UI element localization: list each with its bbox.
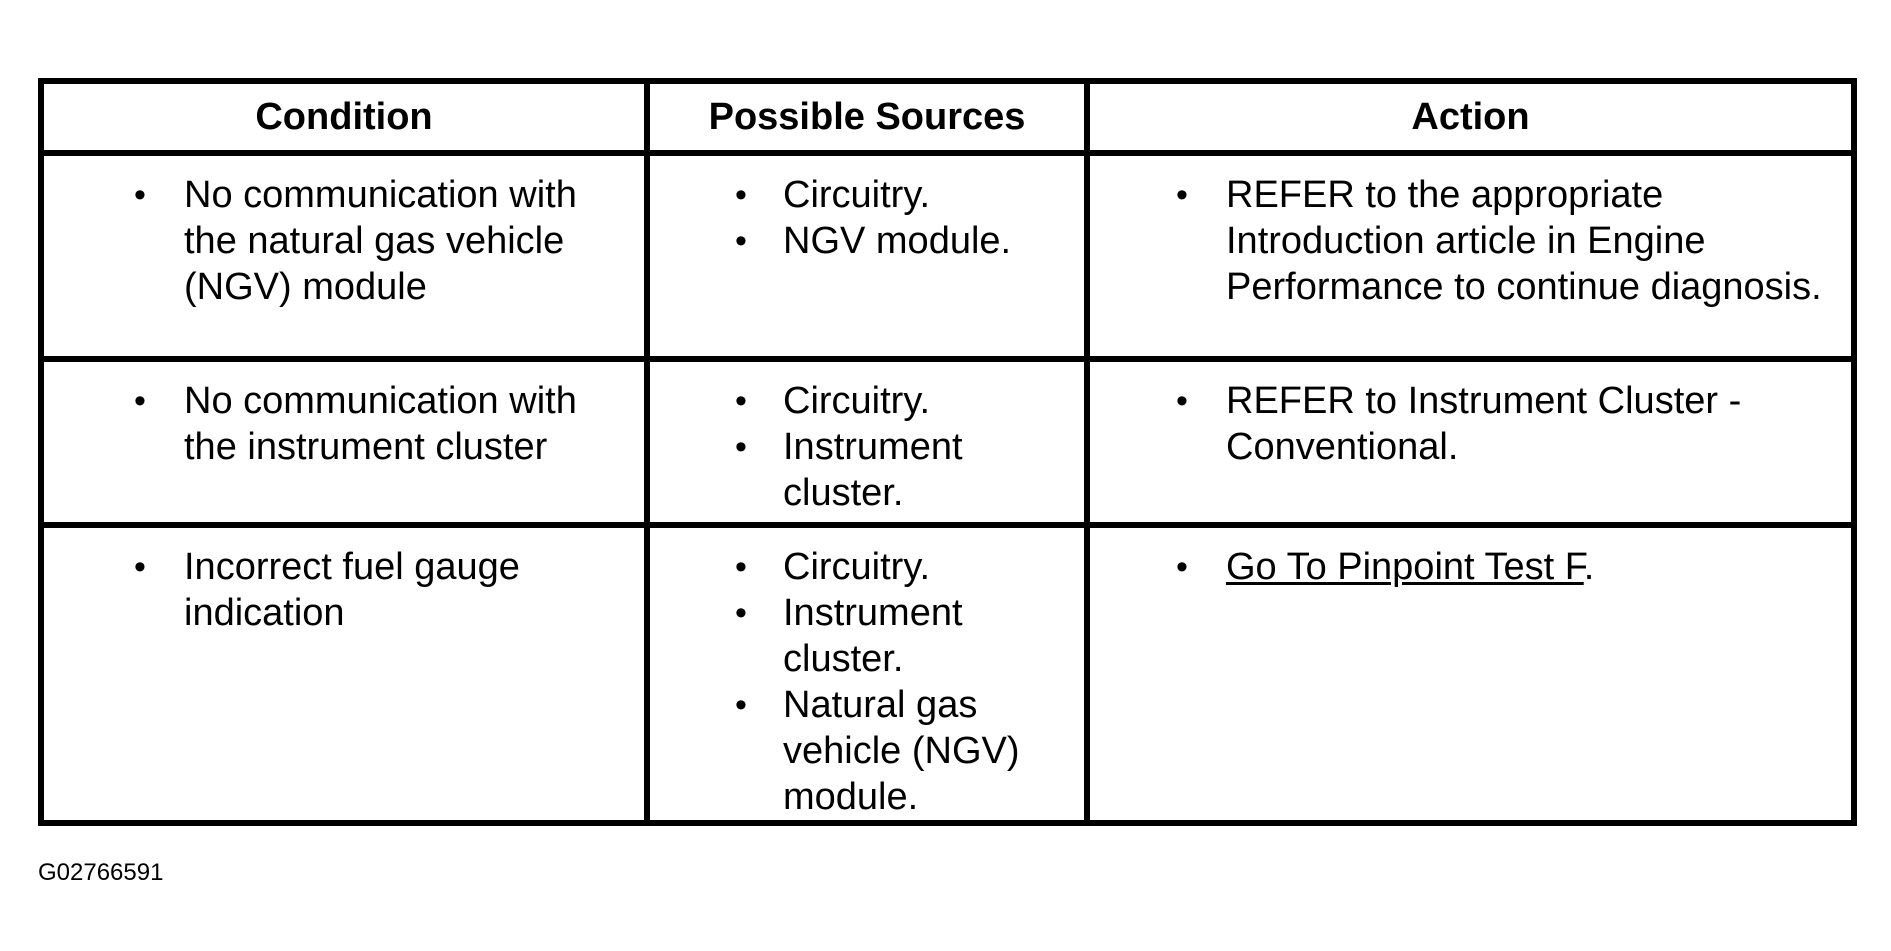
- condition-cell: [41, 359, 647, 525]
- condition-cell: [41, 153, 647, 359]
- sources-list: [650, 156, 1084, 264]
- condition-text: No communication with the instrument cluster: [184, 380, 577, 468]
- list-item: [134, 172, 628, 310]
- source-text: Circuitry.: [783, 380, 931, 422]
- action-text: REFER to the appropriate Introduction article in Engine Performance to continue diagnosis.: [1226, 174, 1822, 308]
- sources-list: [650, 362, 1084, 516]
- action-list: [1090, 156, 1851, 310]
- condition-cell: [41, 525, 647, 823]
- list-item: [735, 378, 1068, 424]
- source-text: Circuitry.: [783, 546, 931, 588]
- bullet-icon: •: [735, 382, 747, 420]
- source-text: Circuitry.: [783, 174, 931, 216]
- list-item: [735, 172, 1068, 218]
- table-row: [41, 359, 1854, 525]
- bullet-icon: •: [134, 548, 146, 586]
- list-item: [1176, 378, 1835, 470]
- bullet-icon: •: [1176, 548, 1188, 586]
- header-possible-sources: Possible Sources: [647, 81, 1087, 153]
- list-item: [1176, 172, 1835, 310]
- action-list: [1090, 362, 1851, 470]
- action-cell: [1087, 525, 1854, 823]
- bullet-icon: •: [1176, 176, 1188, 214]
- action-cell: [1087, 153, 1854, 359]
- bullet-icon: •: [735, 686, 747, 724]
- figure-id: G02766591: [38, 859, 164, 886]
- list-item: [1176, 544, 1835, 590]
- table-header-row: [41, 81, 1854, 153]
- list-item: [134, 544, 628, 636]
- bullet-icon: •: [735, 176, 747, 214]
- list-item: [134, 378, 628, 470]
- condition-text: Incorrect fuel gauge indication: [184, 546, 520, 634]
- bullet-icon: •: [134, 382, 146, 420]
- diagnosis-table: [38, 78, 1857, 826]
- action-suffix: .: [1583, 546, 1595, 588]
- bullet-icon: •: [735, 548, 747, 586]
- list-item: [735, 218, 1068, 264]
- bullet-icon: •: [134, 176, 146, 214]
- header-condition: Condition: [41, 81, 647, 153]
- action-list: [1090, 528, 1851, 590]
- list-item: [735, 590, 1068, 682]
- source-text: NGV module.: [783, 220, 1012, 262]
- condition-list: [44, 528, 644, 636]
- condition-text: No communication with the natural gas vehicle (NGV) module: [184, 174, 577, 308]
- bullet-icon: •: [1176, 382, 1188, 420]
- action-text: REFER to Instrument Cluster - Conventional.: [1226, 380, 1742, 468]
- sources-cell: [647, 525, 1087, 823]
- bullet-icon: •: [735, 428, 747, 466]
- bullet-icon: •: [735, 222, 747, 260]
- action-cell: [1087, 359, 1854, 525]
- sources-cell: [647, 153, 1087, 359]
- list-item: [735, 682, 1068, 820]
- bullet-icon: •: [735, 594, 747, 632]
- source-text: Instrument cluster.: [783, 592, 963, 680]
- table-row: [41, 153, 1854, 359]
- header-action: Action: [1087, 81, 1854, 153]
- sources-list: [650, 528, 1084, 820]
- condition-list: [44, 156, 644, 310]
- list-item: [735, 544, 1068, 590]
- table-row: [41, 525, 1854, 823]
- list-item: [735, 424, 1068, 516]
- sources-cell: [647, 359, 1087, 525]
- pinpoint-test-f-link[interactable]: Go To Pinpoint Test F: [1226, 546, 1584, 588]
- source-text: Natural gas vehicle (NGV) module.: [783, 684, 1020, 818]
- condition-list: [44, 362, 644, 470]
- source-text: Instrument cluster.: [783, 426, 963, 514]
